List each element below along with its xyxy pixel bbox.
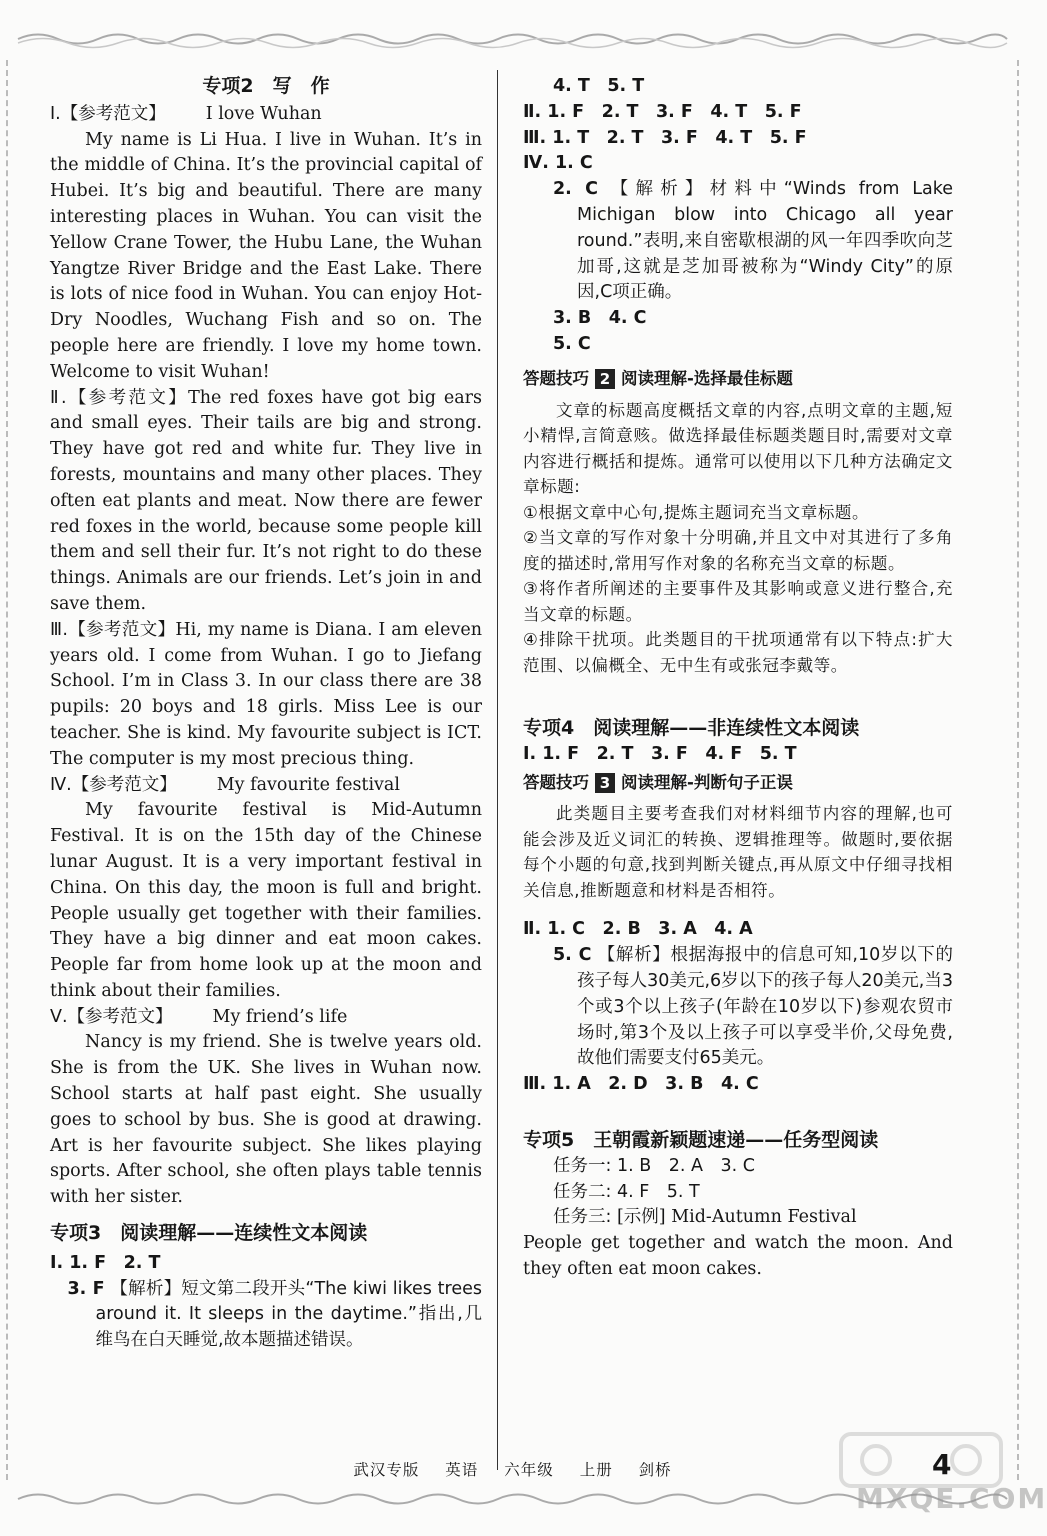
essay-1 — [50, 102, 482, 386]
essay-2 — [50, 386, 482, 618]
tip-item: ①根据文章中心句,提炼主题词充当文章标题。 — [523, 502, 870, 522]
essay-heading: I love Wuhan — [205, 103, 322, 124]
explanation-text: 【解析】根据海报中的信息可知,10岁以下的孩子每人30美元,6岁以下的孩子每人20美元,当3个或3个以上孩子(年龄在10岁以下)参观农贸市场时,第3个及以上孩子可以享受半价,父母免费,故他们需要支付65美元。 — [577, 945, 953, 1069]
answer-row: 3. B 4. C — [553, 308, 647, 329]
watermark-text: MXQE.COM — [856, 1482, 1047, 1515]
tip-body-2 — [523, 398, 953, 679]
answer-label: 2. C — [553, 179, 598, 200]
decorative-right-border — [1011, 60, 1019, 1480]
section-title-continuous-reading: 专项3 阅读理解——连续性文本阅读 — [50, 1222, 368, 1245]
answer-row: Ⅰ. 1. F 2. T 3. F 4. F 5. T — [523, 743, 797, 764]
task-answer-3: 任务三: [示例] Mid-Autumn Festival — [553, 1207, 857, 1228]
page-footer — [0, 1458, 1025, 1480]
essay-body: My favourite festival is Mid-Autumn Festival. It is on the 15th day of the Chinese lunar August. It is a very important festival in China. On this day, the moon is full and bright. People usually get together with their families. They have a big dinner and eat moon cakes. People far from home look up at the moon and think about their families. — [50, 800, 482, 1001]
answer-row: Ⅲ. 1. T 2. T 3. F 4. T 5. F — [523, 127, 807, 148]
essay-label: Ⅳ.【参考范文】 — [50, 774, 177, 795]
essay-4 — [50, 773, 482, 1005]
tip-number-badge: 3 — [595, 773, 615, 793]
section-title-writing: 专项2 写 作 — [202, 75, 330, 97]
section-title-noncontinuous-reading: 专项4 阅读理解——非连续性文本阅读 — [523, 717, 860, 740]
column-divider — [497, 70, 498, 1470]
footer-subject: 英语 — [445, 1461, 479, 1479]
footer-grade: 六年级 — [504, 1461, 554, 1479]
tip-header-2: 答题技巧 2 阅读理解-选择最佳标题 — [523, 368, 793, 388]
explanation-text: 【解析】短文第二段开头“The kiwi likes trees around it. It sleeps in the daytime.”指出,几维鸟在白天睡觉,故本题描述错误。 — [95, 1278, 482, 1351]
essay-body: Nancy is my friend. She is twelve years old. She is from the UK. She lives in Wuhan now. School starts at half past eight. She usually goes to school by bus. She is good at drawing. Art is her favourite subject. She likes playing sports. After school, she often plays table tennis with her sister. — [50, 1032, 482, 1208]
tip-number-badge: 2 — [595, 369, 615, 389]
essay-label: Ⅱ.【参考范文】 — [50, 387, 189, 408]
essay-heading: My favourite festival — [216, 774, 400, 795]
answer-row: Ⅳ. 1. C — [523, 153, 593, 174]
essay-5 — [50, 1005, 482, 1211]
essay-label: Ⅴ.【参考范文】 — [50, 1006, 173, 1027]
footer-publisher: 剑桥 — [638, 1461, 672, 1479]
essay-label: Ⅲ.【参考范文】 — [50, 619, 176, 640]
essay-label: Ⅰ.【参考范文】 — [50, 103, 166, 124]
answer-row: Ⅰ. 1. F 2. T — [50, 1252, 161, 1273]
tip-item: ④排除干扰项。此类题目的干扰项通常有以下特点:扩大范围、以偏概全、无中生有或张冠李戴等。 — [523, 630, 953, 675]
answer-explanation — [50, 1277, 482, 1354]
page-number: 4 — [932, 1448, 952, 1481]
task-answer: 任务一: 1. B 2. A 3. C — [553, 1155, 755, 1176]
tip-body-3: 此类题目主要考查我们对材料细节内容的理解,也可能会涉及近义词汇的转换、逻辑推理等。做题时,要依据每个小题的句意,找到判断关键点,再从原文中仔细寻找相关信息,推断题意和材料是否相符。 — [523, 804, 953, 900]
right-column — [523, 74, 953, 1283]
answer-explanation — [523, 943, 953, 1072]
task-answer: 任务二: 4. F 5. T — [553, 1181, 700, 1202]
task-answer-text: People get together and watch the moon. And they often eat moon cakes. — [523, 1233, 953, 1280]
answer-label: 5. C — [553, 945, 592, 966]
answer-explanation — [523, 177, 953, 306]
answer-row: 5. C — [553, 333, 591, 354]
tip-header-3: 答题技巧 3 阅读理解-判断句子正误 — [523, 772, 793, 792]
section-title-task-reading: 专项5 王朝霞新颖题速递——任务型阅读 — [523, 1129, 879, 1152]
tip-item: ②当文章的写作对象十分明确,并且文中对其进行了多角度的描述时,常用写作对象的名称充当文章的标题。 — [523, 528, 953, 573]
essay-body: The red foxes have got big ears and small eyes. Their tails are big and strong. They have got red and white fur. They live in forests, mountains and many other places. They often eat plants and meat. Now there are fewer red foxes in the world, because some people kill them and sell their fur. It’s not right to do these things. Animals are our friends. Let’s join in and save them. — [50, 387, 482, 614]
left-column — [50, 74, 482, 1354]
answer-row: Ⅱ. 1. F 2. T 3. F 4. T 5. F — [523, 101, 802, 122]
essay-3 — [50, 618, 482, 773]
essay-heading: My friend’s life — [212, 1006, 348, 1027]
answer-row: Ⅲ. 1. A 2. D 3. B 4. C — [523, 1074, 759, 1095]
decorative-left-border — [6, 60, 14, 1480]
footer-edition: 武汉专版 — [353, 1461, 420, 1479]
explanation-text: 【解析】材料中“Winds from Lake Michigan blow into Chicago all year round.”表明,来自密歇根湖的风一年四季吹向芝加哥,这就是芝加哥被称为“Windy City”的原因,C项正确。 — [577, 179, 953, 303]
essay-body: Hi, my name is Diana. I am eleven years old. I come from Wuhan. I go to Jiefang School. I’m in Class 3. In our class there are 38 pupils: 20 boys and 18 girls. Miss Lee is our teacher. She is kind. My favourite subject is ICT. The computer is my most precious thing. — [50, 619, 482, 769]
tip-intro: 文章的标题高度概括文章的内容,点明文章的主题,短小精悍,言简意赅。做选择最佳标题类题目时,需要对文章内容进行概括和提炼。通常可以使用以下几种方法确定文章标题: — [523, 400, 953, 497]
answer-label: 3. F — [67, 1278, 105, 1299]
decorative-top-border — [18, 28, 1007, 50]
answer-row: 4. T 5. T — [553, 76, 645, 96]
footer-volume: 上册 — [579, 1461, 613, 1479]
answer-row: Ⅱ. 1. C 2. B 3. A 4. A — [523, 919, 753, 940]
tip-item: ③将作者所阐述的主要事件及其影响或意义进行整合,充当文章的标题。 — [523, 579, 953, 624]
essay-body: My name is Li Hua. I live in Wuhan. It’s in the middle of China. It’s the provincial capital of Hubei. It’s big and beautiful. There are many interesting places in Wuhan. You can visit the Yellow Crane Tower, the Hubu Lane, the Wuhan Yangtze River Bridge and the East Lake. There is lots of nice food in Wuhan. You can enjoy Hot-Dry Noodles, Wuchang Fish and so on. The people here are friendly. I love my home town. Welcome to visit Wuhan! — [50, 129, 482, 382]
